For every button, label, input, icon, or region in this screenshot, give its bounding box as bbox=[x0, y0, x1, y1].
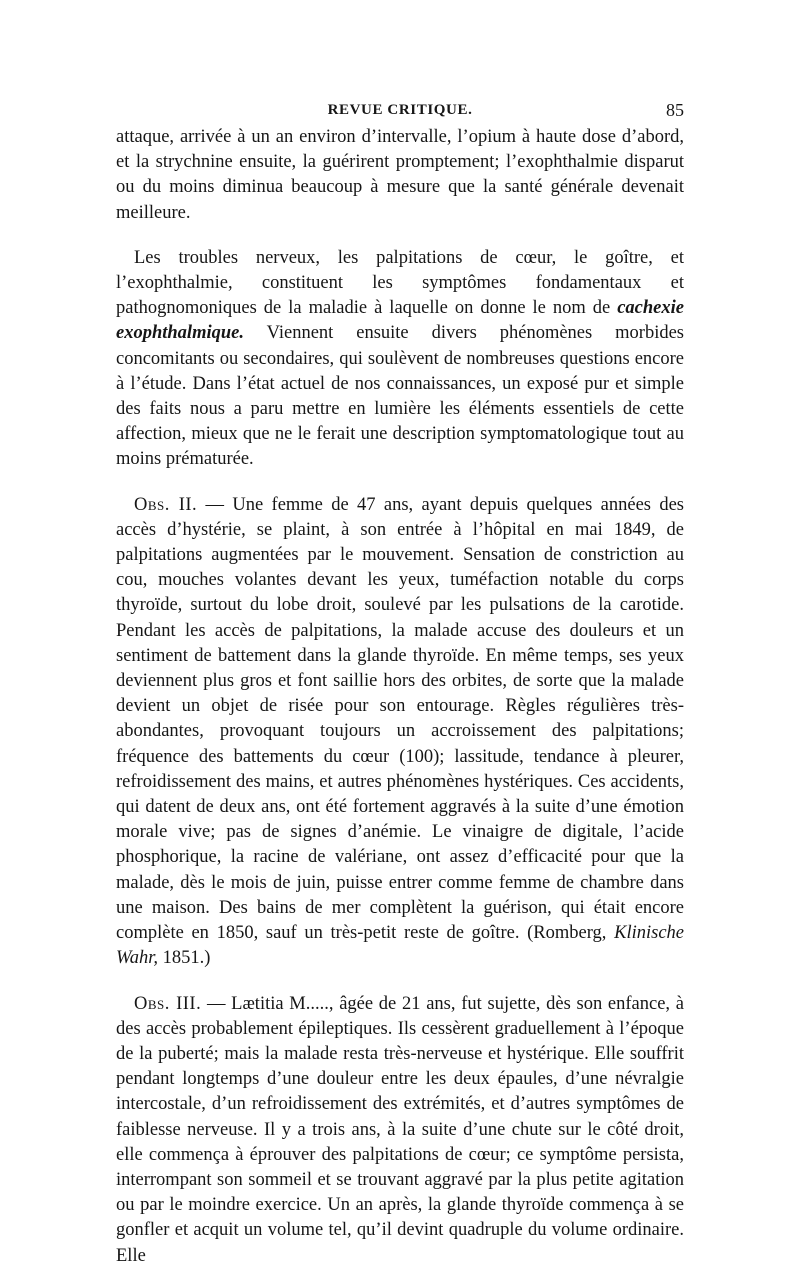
observation-2 bbox=[116, 493, 684, 972]
text-body bbox=[116, 125, 684, 1269]
paragraph-text: — Une femme de 47 ans, ayant depuis quelques années des accès d’hystérie, se plaint, à son entrée à l’hôpital en mai 1849, de palpitations augmentées par le mouvement. Sensation de constriction au cou, mouches volantes devant les yeux, tuméfaction notable du corps thyroïde, surtout du lobe droit, soulevé par les pulsations de la carotide. Pendant les accès de palpitations, la malade accuse des douleurs et un sentiment de battement dans la glande thyroïde. En même temps, ses yeux deviennent plus gros et font saillie hors des orbites, de sorte que la malade devient un objet de risée pour son entourage. Règles régulières très-abondantes, provoquant toujours un accroissement des palpitations; fréquence des battements du cœur (100); lassitude, tendance à pleurer, refroidissement des mains, et autres phénomènes hystériques. Ces accidents, qui datent de deux ans, ont été fortement aggravés à la suite d’une émotion morale vive; pas de signes d’anémie. Le vinaigre de digitale, l’acide phosphorique, la racine de valériane, ont assez d’efficacité pour que la malade, dès le mois de juin, puisse entrer comme femme de chambre dans une maison. Des bains de mer complètent la guérison, qui était encore complète en 1850, sauf un très-petit reste de goître. (Romberg, bbox=[116, 494, 684, 944]
page-number: 85 bbox=[666, 100, 684, 120]
citation-source: Klinische Wahr, bbox=[116, 923, 684, 969]
paragraph-text: attaque, arrivée à un an environ d’intervalle, l’opium à haute dose d’abord, et la strychnine ensuite, la guérirent promptement; l’exophthalmie disparut ou du moins diminua beaucoup à mesure que la santé générale devenait meilleure. bbox=[116, 127, 684, 223]
disease-term: cachexie exophthalmique. bbox=[116, 298, 684, 344]
observation-label: Obs. III. bbox=[134, 993, 202, 1014]
running-header bbox=[116, 100, 684, 124]
paragraph-definition bbox=[116, 246, 684, 473]
paragraph-text: Viennent ensuite divers phénomènes morbides concomitants ou secondaires, qui soulèvent de nombreuses questions encore à l’étude. Dans l’état actuel de nos connaissances, un exposé pur et simple des faits nous a paru mettre en lumière les éléments essentiels de cette affection, mieux que ne le ferait une description symptomatologique tout au moins prématurée. bbox=[116, 323, 684, 470]
observation-label: Obs. II. bbox=[134, 494, 198, 515]
paragraph-text: — Lætitia M....., âgée de 21 ans, fut sujette, dès son enfance, à des accès probablement épileptiques. Ils cessèrent graduellement à l’époque de la puberté; mais la malade resta très-nerveuse et hystérique. Elle souffrit pendant longtemps d’une douleur entre les deux épaules, d’une névralgie intercostale, d’un refroidissement des extrémités, et d’autres symptômes de faiblesse nerveuse. Il y a trois ans, à la suite d’une chute sur le côté droit, elle commença à éprouver des palpitations de cœur; ce symptôme persista, interrompant son sommeil et se trouvant aggravé par la plus petite agitation ou par le moindre exercice. Un an après, la glande thyroïde commença à se gonfler et acquit un volume tel, qu’il devint quadruple du volume ordinaire. Elle bbox=[116, 993, 684, 1266]
running-title: REVUE CRITIQUE. bbox=[327, 102, 473, 118]
observation-3 bbox=[116, 992, 684, 1269]
paragraph-text: Les troubles nerveux, les palpitations de cœur, le goître, et l’exophthalmie, constituent les symptômes fondamentaux et pathognomoniques de la maladie à laquelle on donne le nom de bbox=[116, 247, 684, 319]
paragraph-text: 1851.) bbox=[158, 948, 211, 969]
paragraph-continuation bbox=[116, 125, 684, 226]
